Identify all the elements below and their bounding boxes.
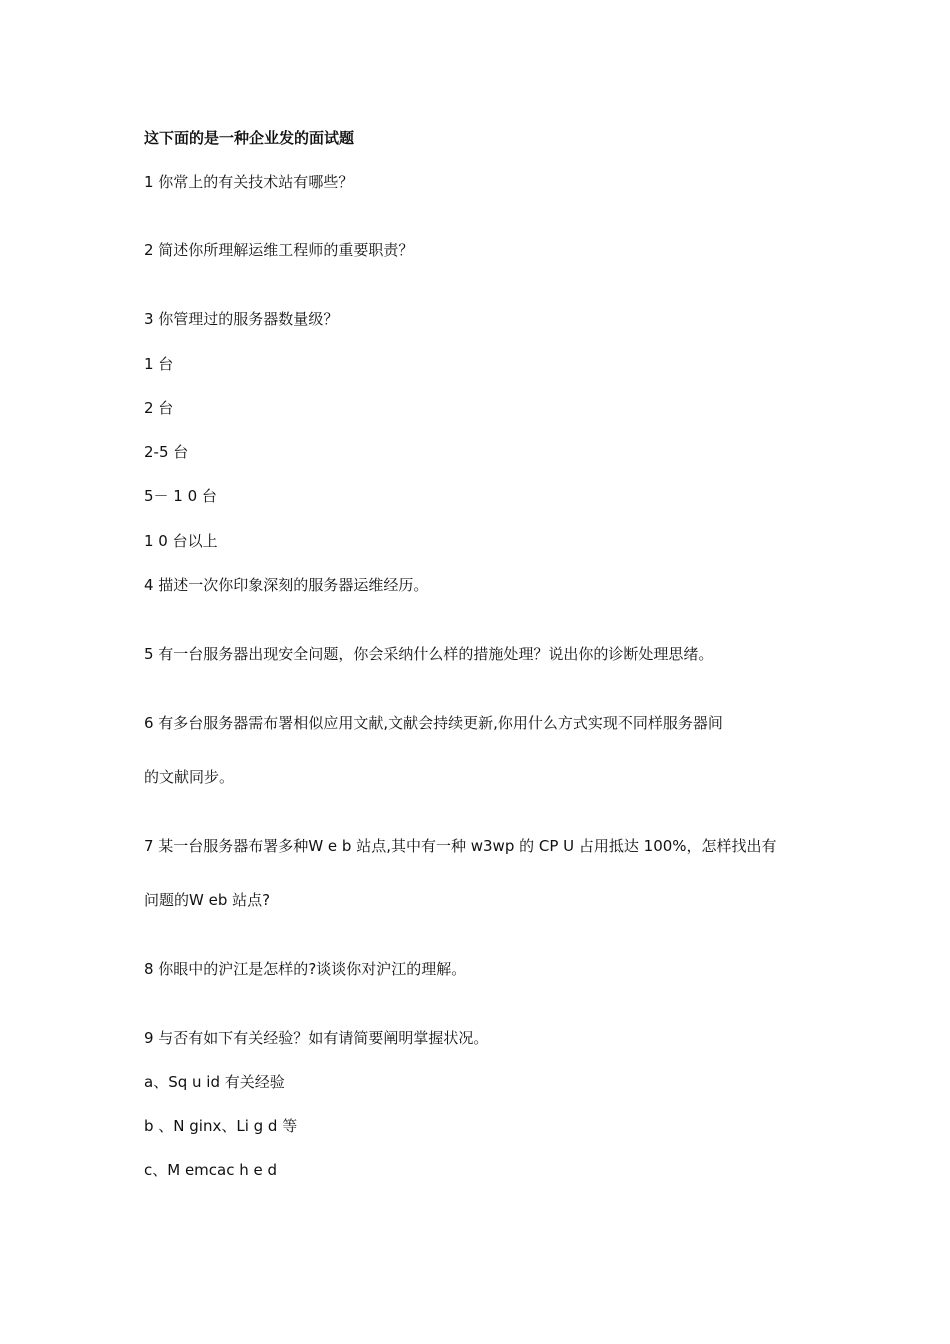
question-7-line-2: 问题的W eb 站点? — [144, 891, 271, 909]
question-6-line-1: 6 有多台服务器需布署相似应用文献,文献会持续更新,你用什么方式实现不同样服务器间 — [144, 714, 723, 732]
option-1: 1 台 — [144, 355, 174, 373]
question-8: 8 你眼中的沪江是怎样的?谈谈你对沪江的理解。 — [144, 960, 467, 978]
question-2: 2 简述你所理解运维工程师的重要职责？ — [144, 241, 414, 259]
option-5: 1 0 台以上 — [144, 532, 218, 550]
question-1: 1 你常上的有关技术站有哪些？ — [144, 173, 354, 191]
question-9: 9 与否有如下有关经验？如有请简要阐明掌握状况。 — [144, 1029, 489, 1047]
option-2: 2 台 — [144, 399, 174, 417]
question-4: 4 描述一次你印象深刻的服务器运维经历。 — [144, 576, 429, 594]
option-4: 5－ 1 0 台 — [144, 487, 217, 505]
experience-a: a、Sq u id 有关经验 — [144, 1073, 285, 1091]
question-5: 5 有一台服务器出现安全问题，你会采纳什么样的措施处理？说出你的诊断处理思绪。 — [144, 645, 714, 663]
document-title: 这下面的是一种企业发的面试题 — [144, 129, 355, 147]
option-3: 2-5 台 — [144, 443, 189, 461]
experience-c: c、M emcac h e d — [144, 1161, 278, 1179]
question-6-line-2: 的文献同步。 — [144, 768, 235, 786]
question-3: 3 你管理过的服务器数量级？ — [144, 310, 339, 328]
experience-b: b 、N ginx、Li g d 等 — [144, 1117, 298, 1135]
question-7-line-1: 7 某一台服务器布署多种W e b 站点,其中有一种 w3wp 的 CP U 占用抵达 100%，怎样找出有 — [144, 837, 777, 855]
